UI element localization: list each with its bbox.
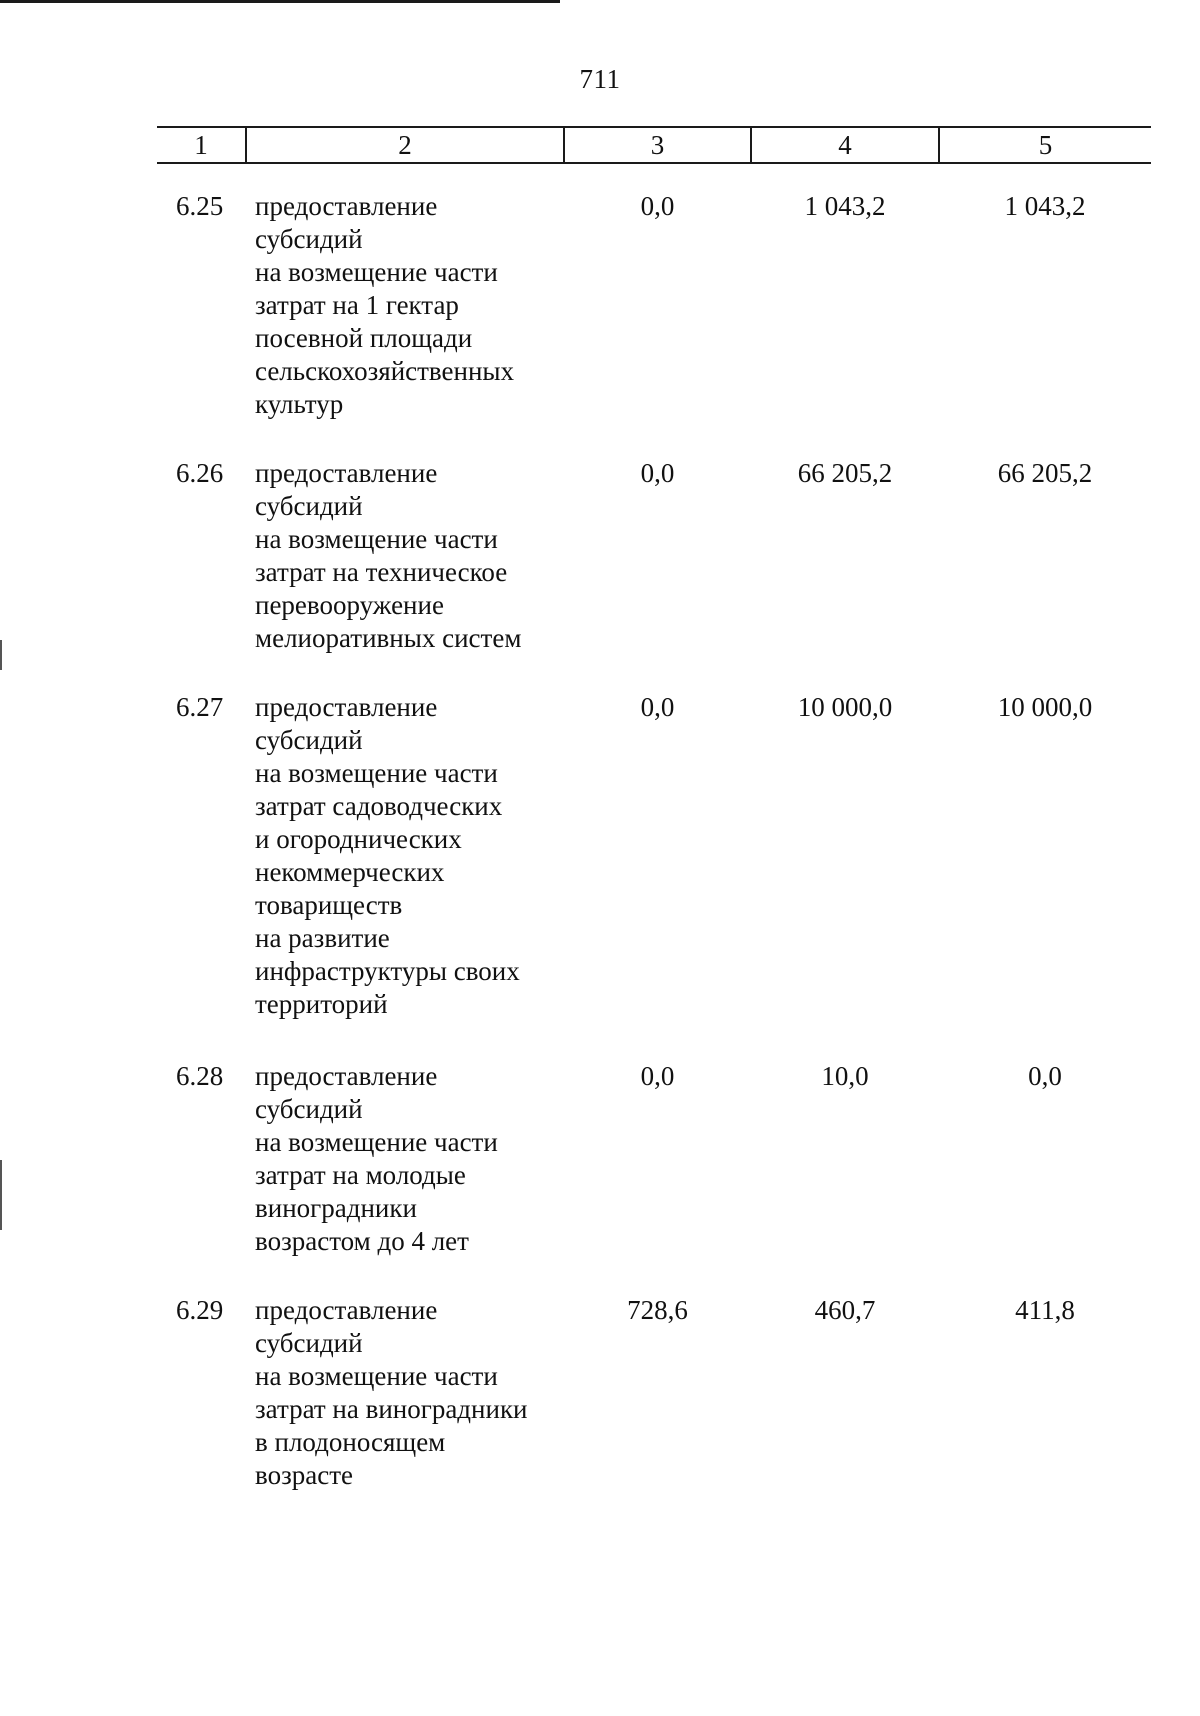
row-description: предоставление субсидий на возмещение части затрат на молодые виноградники возрастом до 4 лет: [255, 1061, 498, 1256]
row-value-col3: 0,0: [640, 692, 675, 722]
row-value-col5: 66 205,2: [997, 458, 1093, 488]
row-description: предоставление субсидий на возмещение части затрат садоводческих и огороднических некоммерческих товариществ на развитие инфраструктуры своих территорий: [255, 692, 520, 1019]
scan-margin-mark: [0, 1160, 2, 1230]
table-header: [157, 126, 1151, 164]
row-value-col5: 0,0: [1028, 1061, 1062, 1091]
row-number: 6.29: [176, 1295, 224, 1325]
row-value-col3: 728,6: [627, 1295, 688, 1325]
page-number: 711: [579, 64, 621, 94]
row-value-col4: 460,7: [814, 1295, 876, 1325]
row-value-col5: 10 000,0: [997, 692, 1093, 722]
row-number: 6.28: [176, 1061, 224, 1091]
row-number: 6.27: [176, 692, 224, 722]
column-header-2: 2: [245, 128, 563, 162]
row-value-col3: 0,0: [640, 458, 675, 488]
scan-top-edge-line: [0, 0, 560, 3]
column-header-4: 4: [750, 128, 938, 162]
row-value-col4: 10 000,0: [797, 692, 893, 722]
row-number: 6.26: [176, 458, 224, 488]
row-value-col4: 66 205,2: [797, 458, 893, 488]
row-value-col4: 10,0: [821, 1061, 869, 1091]
row-value-col5: 411,8: [1015, 1295, 1075, 1325]
row-value-col3: 0,0: [640, 1061, 675, 1091]
row-value-col3: 0,0: [640, 191, 675, 221]
row-description: предоставление субсидий на возмещение части затрат на 1 гектар посевной площади сельскохозяйственных культур: [255, 191, 515, 419]
row-value-col5: 1 043,2: [1004, 191, 1086, 221]
column-header-1: 1: [194, 130, 208, 160]
row-description: предоставление субсидий на возмещение части затрат на виноградники в плодоносящем возрасте: [255, 1295, 528, 1490]
column-header-5: 5: [938, 128, 1151, 162]
row-value-col4: 1 043,2: [804, 191, 886, 221]
scan-margin-mark: [0, 640, 2, 670]
row-description: предоставление субсидий на возмещение части затрат на техническое перевооружение мелиоративных систем: [255, 458, 522, 653]
row-number: 6.25: [176, 191, 224, 221]
column-header-3: 3: [563, 128, 750, 162]
